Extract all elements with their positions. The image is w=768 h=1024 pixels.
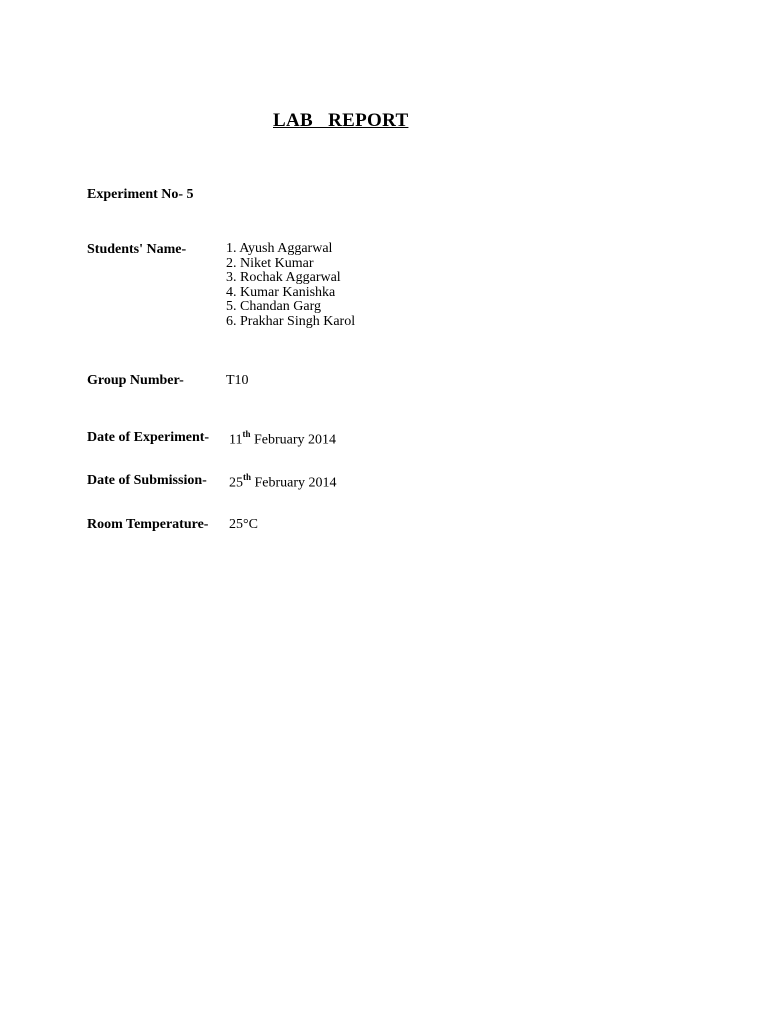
date-of-experiment-label: Date of Experiment- [87,430,210,445]
group-number-value: T10 [226,373,249,388]
students-name-label: Students' Name- [87,242,187,257]
submission-day-suffix: th [243,472,252,482]
student-name-item: 4. Kumar Kanishka [226,284,336,300]
date-of-submission-value [229,473,337,492]
student-name-item: 2. Niket Kumar [226,255,314,271]
submission-day: 25 [229,475,243,491]
room-temperature-value: 25°C [229,517,258,532]
student-name-item: 6. Prakhar Singh Karol [226,313,356,329]
experiment-month-year: February 2014 [250,432,337,448]
group-number-label: Group Number- [87,373,184,388]
submission-month-year: February 2014 [251,475,337,491]
experiment-number-label: Experiment No- 5 [87,187,194,202]
students-name-list [226,242,355,330]
student-name-item: 5. Chandan Garg [226,299,321,315]
student-name-item: 3. Rochak Aggarwal [226,270,341,286]
experiment-day-suffix: th [242,429,251,439]
experiment-day: 11 [229,432,243,448]
report-title: LAB REPORT [273,110,409,131]
room-temperature-label: Room Temperature- [87,517,209,532]
date-of-experiment-value [229,430,336,449]
date-of-submission-label: Date of Submission- [87,473,207,488]
student-name-item: 1. Ayush Aggarwal [226,241,333,256]
